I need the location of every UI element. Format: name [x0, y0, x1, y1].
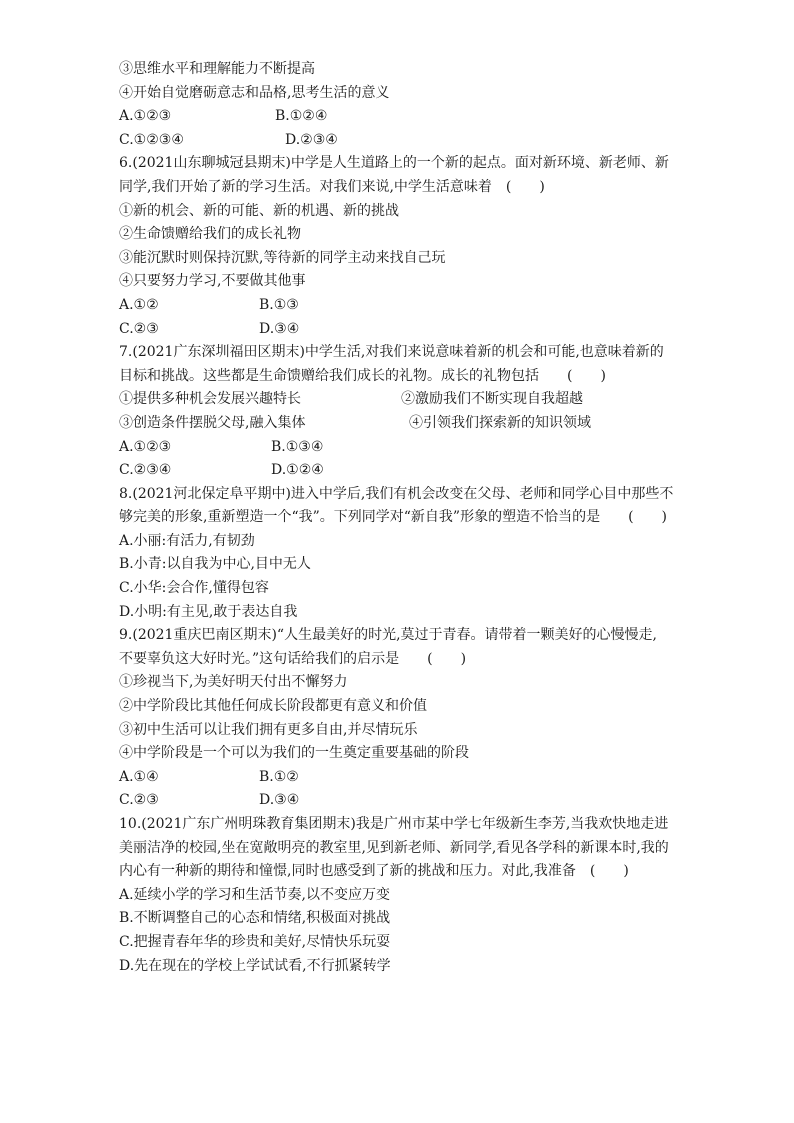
statement: ④中学阶段是一个可以为我们的一生奠定重要基础的阶段: [119, 745, 469, 762]
options-row: [119, 294, 679, 318]
option-c: C.②③: [119, 320, 159, 337]
options-row: [119, 105, 679, 129]
question-list: [119, 58, 679, 978]
options-row: [119, 436, 679, 460]
option-c: C.②③④: [119, 462, 172, 479]
statement: ①珍视当下,为美好明天付出不懈努力: [119, 674, 348, 691]
option-d: D.①②④: [271, 462, 324, 479]
question-stem: 9.(2021重庆巴南区期末)“人生最美好的时光,莫过于青春。请带着一颗美好的心慢慢走,: [119, 627, 657, 644]
option-b: B.①③④: [271, 438, 324, 455]
question-10: [119, 813, 679, 978]
question-5-tail: [119, 58, 679, 152]
statement: ④引领我们探索新的知识领域: [409, 414, 591, 431]
statement: ③能沉默时则保持沉默,等待新的同学主动来找自己玩: [119, 249, 446, 266]
statement: ②生命馈赠给我们的成长礼物: [119, 226, 301, 243]
option-d: D.②③④: [285, 131, 338, 148]
question-9: [119, 624, 679, 813]
option-b: B.①③: [259, 296, 299, 313]
option-d: D.先在现在的学校上学试试看,不行抓紧转学: [119, 957, 391, 974]
question-7: [119, 341, 679, 483]
option-d: D.③④: [259, 320, 300, 337]
statement: ②激励我们不断实现自我超越: [401, 391, 583, 408]
options-row: [119, 789, 679, 813]
option-d: D.③④: [259, 792, 300, 809]
question-stem: 够完美的形象,重新塑造一个“我”。下列同学对“新自我”形象的塑造不恰当的是 ( ): [119, 509, 668, 526]
option-b: B.①②: [259, 768, 299, 785]
question-stem: 不要辜负这大好时光。”这句话给我们的启示是 ( ): [119, 650, 467, 667]
question-stem: 内心有一种新的期待和憧憬,同时也感受到了新的挑战和压力。对此,我准备 ( ): [119, 863, 629, 880]
question-8: [119, 483, 679, 625]
option-c: C.①②③④: [119, 131, 184, 148]
option-b: B.①②④: [275, 108, 328, 125]
option-a: A.延续小学的学习和生活节奏,以不变应万变: [119, 886, 391, 903]
statement: ③初中生活可以让我们拥有更多自由,并尽情玩乐: [119, 721, 418, 738]
question-stem: 8.(2021河北保定阜平期中)进入中学后,我们有机会改变在父母、老师和同学心目中那些不: [119, 485, 674, 502]
statement: ①新的机会、新的可能、新的机遇、新的挑战: [119, 202, 399, 219]
option-a: A.①②③: [119, 438, 172, 455]
option-b: B.不断调整自己的心态和情绪,积极面对挑战: [119, 910, 391, 927]
question-stem: 7.(2021广东深圳福田区期末)中学生活,对我们来说意味着新的机会和可能,也意味着新的: [119, 344, 664, 361]
option-a: A.①②③: [119, 108, 172, 125]
question-stem: 10.(2021广东广州明珠教育集团期末)我是广州市某中学七年级新生李芳,当我欢快地走进: [119, 816, 669, 832]
question-stem: 6.(2021山东聊城冠县期末)中学是人生道路上的一个新的起点。面对新环境、新老师、新: [119, 155, 669, 172]
statement: ④只要努力学习,不要做其他事: [119, 273, 306, 290]
question-6: [119, 152, 679, 341]
option-c: C.把握青春年华的珍贵和美好,尽情快乐玩耍: [119, 933, 391, 950]
statement: ②中学阶段比其他任何成长阶段都更有意义和价值: [119, 698, 427, 715]
option-a: A.①④: [119, 768, 159, 785]
option-c: C.②③: [119, 792, 159, 809]
statement: ③创造条件摆脱父母,融入集体: [119, 414, 306, 431]
option-c: C.小华:会合作,懂得包容: [119, 580, 269, 597]
options-row: [119, 318, 679, 342]
options-row: [119, 766, 679, 790]
options-row: [119, 129, 679, 153]
options-row: [119, 459, 679, 483]
question-stem: 美丽洁净的校园,坐在宽敞明亮的教室里,见到新老师、新同学,看见各学科的新课本时,我的: [119, 839, 669, 856]
statement: ④开始自觉磨砺意志和品格,思考生活的意义: [119, 84, 390, 101]
question-stem: 目标和挑战。这些都是生命馈赠给我们成长的礼物。成长的礼物包括 ( ): [119, 367, 606, 384]
question-stem: 同学,我们开始了新的学习生活。对我们来说,中学生活意味着 ( ): [119, 178, 545, 195]
statement: ③思维水平和理解能力不断提高: [119, 61, 315, 77]
option-a: A.小丽:有活力,有韧劲: [119, 532, 255, 549]
statement: ①提供多种机会发展兴趣特长: [119, 391, 301, 408]
option-b: B.小青:以自我为中心,目中无人: [119, 556, 311, 573]
statements-row: [119, 388, 679, 412]
option-d: D.小明:有主见,敢于表达自我: [119, 603, 298, 620]
statements-row: [119, 412, 679, 436]
option-a: A.①②: [119, 296, 159, 313]
